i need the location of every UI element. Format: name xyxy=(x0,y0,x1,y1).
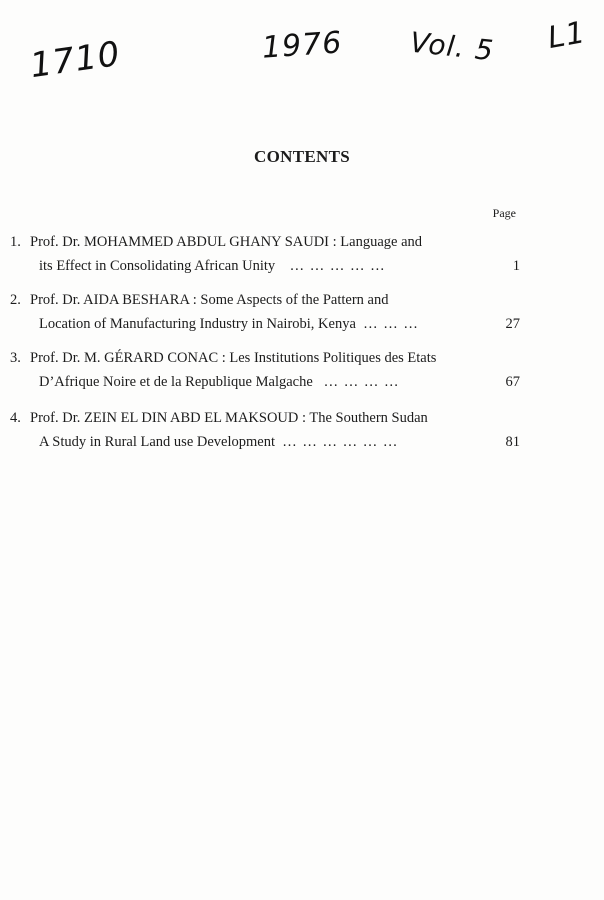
entry-author-title: Prof. Dr. ZEIN EL DIN ABD EL MAKSOUD : The Southern Sudan xyxy=(30,410,428,426)
entry-number: 1. xyxy=(10,234,21,250)
entry-page-number: 1 xyxy=(512,258,520,274)
handwritten-reference-number: 1710 xyxy=(27,33,123,87)
entry-title-continued: A Study in Rural Land use Development … … … … … … xyxy=(39,434,399,450)
entry-number: 4. xyxy=(10,410,21,426)
handwritten-mark: L1 xyxy=(545,14,589,57)
entry-author-title: Prof. Dr. MOHAMMED ABDUL GHANY SAUDI : Language and xyxy=(30,234,423,250)
entry-page-number: 67 xyxy=(505,374,520,390)
entry-author-title: Prof. Dr. AIDA BESHARA : Some Aspects of the Pattern and xyxy=(30,292,389,308)
entry-number: 2. xyxy=(10,292,21,308)
handwritten-year: 1976 xyxy=(260,25,344,66)
leader-dots: … … … … … xyxy=(289,258,386,274)
handwritten-volume: Vol. 5 xyxy=(408,25,496,68)
entry-page-number: 81 xyxy=(505,434,520,450)
contents-title: CONTENTS xyxy=(254,147,350,166)
leader-dots: … … … … xyxy=(323,374,400,390)
entry-number: 3. xyxy=(10,350,21,366)
leader-dots: … … … xyxy=(363,316,419,332)
entry-author-title: Prof. Dr. M. GÉRARD CONAC : Les Institutions Politiques des Etats xyxy=(30,350,437,366)
entry-title-continued: its Effect in Consolidating African Unity … … … … … xyxy=(39,258,386,274)
page-column-header: Page xyxy=(492,206,516,220)
entry-page-number: 27 xyxy=(505,316,520,332)
entry-title-continued: D’Afrique Noire et de la Republique Malgache … … … … xyxy=(39,374,400,390)
leader-dots: … … … … … … xyxy=(282,434,399,450)
entry-title-continued: Location of Manufacturing Industry in Nairobi, Kenya … … … xyxy=(39,316,419,332)
